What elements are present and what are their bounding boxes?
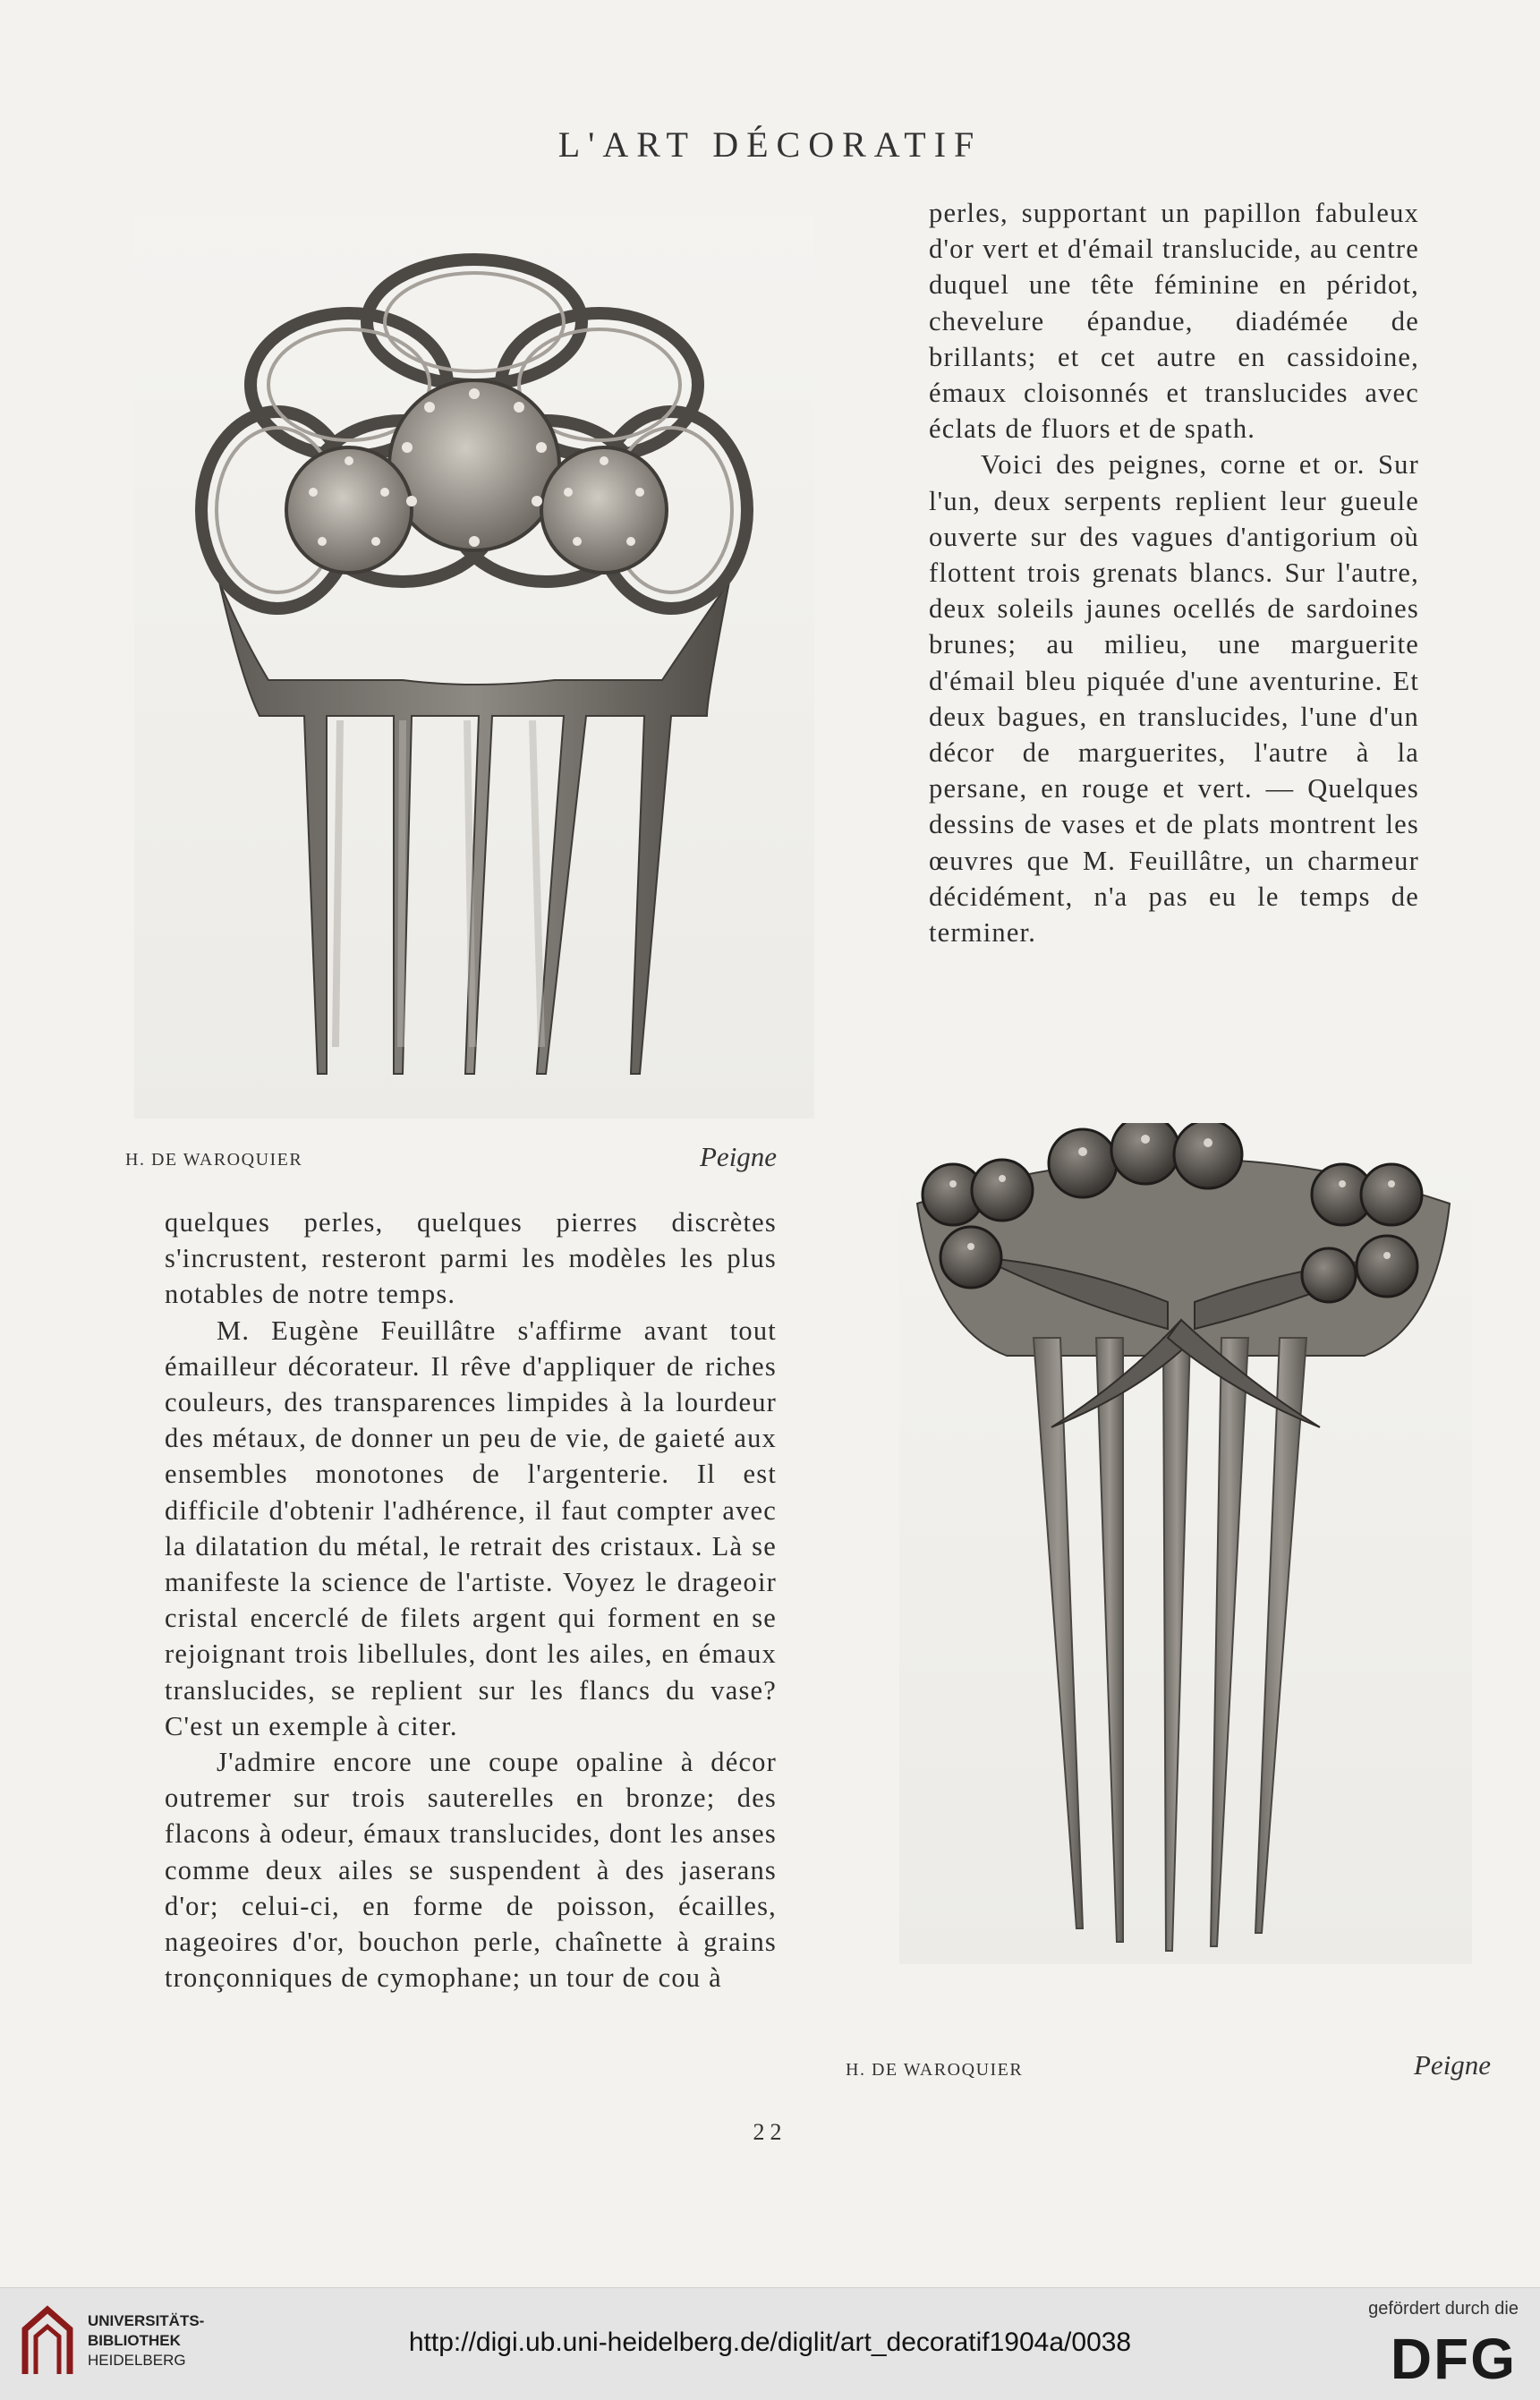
comb-photo-1 xyxy=(134,215,814,1119)
right-paragraph-1: perles, supportant un papillon fabuleux d'or vert et d'émail translucide, au centre duquel une tête féminine en péridot, chevelure épandue, diadémée de brillants; et cet autre en cassidoine, émaux cloisonnés et translucides avec éclats de fluors et de spath. xyxy=(929,198,1419,445)
left-paragraph-1: quelques perles, quelques pierres discrètes s'incrustent, resteront parmi les modèles les plus notables de notre temps. xyxy=(165,1207,777,1310)
comb-photo-2 xyxy=(899,1123,1472,1964)
left-paragraph-2: M. Eugène Feuillâtre s'affirme avant tout émailleur décorateur. Il rêve d'appliquer de riches couleurs, des transparences limpides à la lourdeur des métaux, de donner un peu de vie, de gaieté aux ensembles monotones de l'argenterie. Il est difficile d'obtenir l'adhérence, il faut compter avec la dilatation du métal, le retrait des cristaux. Là se manifeste la science de l'artiste. Voyez le drageoir cristal encerclé de filets argent qui forment en se rejoignant trois libellules, dont les ailes, en émaux translucides, se replient sur les flancs du vase? C'est un exemple à citer. xyxy=(165,1315,777,1741)
figure-2-credit: H. DE WAROQUIER xyxy=(846,2060,1024,2080)
source-url-link[interactable]: http://digi.ub.uni-heidelberg.de/diglit/art_decoratif1904a/0038 xyxy=(408,2328,1132,2357)
left-column-text xyxy=(165,1204,777,1996)
figure-1-title: Peigne xyxy=(700,1141,778,1172)
right-column-text xyxy=(929,195,1419,950)
figure-2-title: Peigne xyxy=(1414,2049,1492,2081)
page-number: 22 xyxy=(753,2119,787,2145)
library-name-line-3: HEIDELBERG xyxy=(88,2352,186,2369)
figure-1-credit: H. DE WAROQUIER xyxy=(125,1150,303,1170)
left-paragraph-3: J'admire encore une coupe opaline à décor outremer sur trois sauterelles en bronze; des flacons à odeur, émaux translucides, dont les anses comme deux ailes se suspendent à des jaserans d'or; celui-ci, en forme de poisson, écailles, nageoires d'or, bouchon perle, chaînette à grains tronçonniques de cymophane; un tour de cou à xyxy=(165,1747,777,1994)
digitization-footer xyxy=(0,2287,1540,2400)
right-paragraph-2: Voici des peignes, corne et or. Sur l'un, deux serpents replient leur gueule ouverte sur des vagues d'antigorium où flottent trois grenats blancs. Sur l'autre, deux soleils jaunes ocellés de sardoines brunes; au milieu, une marguerite d'émail bleu piquée d'une aventurine. Et deux bagues, en translucides, l'une d'un décor de marguerites, l'autre à la persane, en rouge et vert. — Quelques dessins de vases et de plats montrent les œuvres que M. Feuillâtre, un charmeur décidément, n'a pas eu le temps de terminer. xyxy=(929,449,1419,949)
running-head: L'ART DÉCORATIF xyxy=(557,124,983,165)
dfg-logo: DFG xyxy=(1390,2327,1517,2391)
library-name-line-2: BIBLIOTHEK xyxy=(88,2332,181,2349)
library-name-line-1: UNIVERSITÄTS- xyxy=(88,2312,205,2329)
funding-note: gefördert durch die xyxy=(1368,2299,1519,2319)
